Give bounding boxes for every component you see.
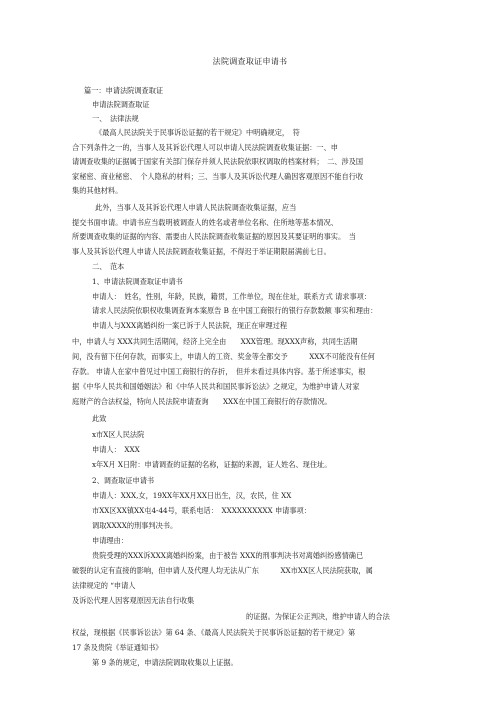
subheading: 2、调查取证申请书 xyxy=(92,476,155,485)
paragraph-line: 家秘密、商业秘密、 个人隐私的材料；三、当事人及其诉讼代理人确因客观原因不能自行收 xyxy=(72,172,364,181)
paragraph-line: 间，没有留下任何存款，而事实上，申请人的工资、奖金等全都交予 XXX不可能没有任何 xyxy=(72,352,375,361)
paragraph-line: 集的其他材料。 xyxy=(72,186,123,195)
paragraph-line: 权益，现根据《民事诉讼法》第 64 条、《最高人民法院关于民事诉讼证据的若干规定》第 xyxy=(72,628,356,637)
document-title: 法院调查取证申请书 xyxy=(212,57,288,66)
paragraph-line: 申请理由： xyxy=(92,536,128,545)
paragraph-line: 及诉讼代理人因客观原因无法自行收集 xyxy=(72,596,195,605)
date-attachment-line: x年X月 X日附：申请调查的证据的名称，证据的来源，证人姓名、现住址。 xyxy=(92,460,332,469)
closing-line: 此致 xyxy=(92,414,107,423)
paragraph-line: 庭财产的合法权益，特向人民法院申请查询 XXX在中国工商银行的存款情况。 xyxy=(72,397,332,406)
paragraph-line: 《最高人民法院关于民事诉讼证据的若干规定》中明确规定， 符 xyxy=(95,128,300,137)
paragraph-line: 提交书面申请。申请书应当载明被调查人的姓名或者单位名称、住所地等基本情况、 xyxy=(72,218,338,227)
paragraph-line: 贵院受理的XXX诉XXX离婚纠纷案，由于被告 XXX的刑事判决书对离婚纠纷感情确已 xyxy=(92,551,364,560)
court-name: x市X区人民法院 xyxy=(92,430,145,439)
subheading: 二、 范本 xyxy=(92,262,125,271)
paragraph-line: 请调查收集的证据属于国家有关部门保存并须人民法院依职权调取的档案材料； 二、涉及国 xyxy=(72,157,364,166)
paragraph-line: 破裂的认定有直接的影响，但申请人及代理人均无法从广东 XX市XX区人民法院获取，属 xyxy=(72,566,373,575)
subheading: 一、 法律法规 xyxy=(92,114,139,123)
section-heading: 篇一：申请法院调查取证 xyxy=(84,86,164,95)
subheading: 1、申请法院调查取证申请书 xyxy=(92,277,183,286)
paragraph-line: 请求人民法院依职权收集调查询本案原告 B 在中国工商银行的银行存款数额 事实和理由： xyxy=(92,306,378,315)
paragraph-line: 存款。 申请人在家中曾见过中国工商银行的存折， 但并未看过具体内容。基于所述事实，根 xyxy=(72,367,366,376)
paragraph-line: 申请人： 姓名，性别，年龄，民族，籍贯，工作单位，现在住址，联系方式 请求事项： xyxy=(92,292,372,301)
paragraph-line: 事人及其诉讼代理人申请人民法院调查收集证据，不得迟于举证期限届满前七日。 xyxy=(72,247,331,256)
paragraph-line: 此外，当事人及其诉讼代理人申请人民法院调查收集证据，应当 xyxy=(95,203,297,212)
paragraph-line: 申请人：XXX,女，19XX年XX月XX日出生，汉，农民，住 XX xyxy=(92,491,292,500)
paragraph-line: 市XX区XX镇XX屯4-44号，联系电话： XXXXXXXXXX 申请事项： xyxy=(92,506,311,515)
applicant-signature: 申请人： XXX xyxy=(92,445,140,454)
paragraph-line: 的证据。为保证公正判决，维护申请人的合法 xyxy=(246,612,390,621)
paragraph-line: 据《中华人民共和国婚姻法》和《中华人民共和国民事诉讼法》之规定，为维护申请人对家 xyxy=(72,382,360,391)
paragraph-line: 申请人与XXX离婚纠纷一案已诉于人民法院，现正在审理过程 xyxy=(92,321,288,330)
paragraph-line: 调取XXXX的刑事判决书。 xyxy=(92,521,178,530)
paragraph-line: 17 条及贵院《举证通知书》 xyxy=(72,643,163,652)
paragraph-line: 中，申请人与 XXX共同生活期间，经济上完全由 XXX管理。现XXX声称，共同生活期 xyxy=(72,337,358,346)
subheading: 申请法院调查取证 xyxy=(92,100,150,109)
paragraph-line: 法律规定的 “申请人 xyxy=(72,581,136,590)
paragraph-line: 所要调查收集的证据的内容、需要由人民法院调查收集证据的原因及其要证明的事实。 当 xyxy=(72,232,356,241)
paragraph-line: 第 9 条的规定，申请法院调取收集以上证据。 xyxy=(92,658,238,667)
paragraph-line: 合下列条件之一的，当事人及其诉讼代理人可以申请人民法院调查收集证据：一、申 xyxy=(72,143,338,152)
